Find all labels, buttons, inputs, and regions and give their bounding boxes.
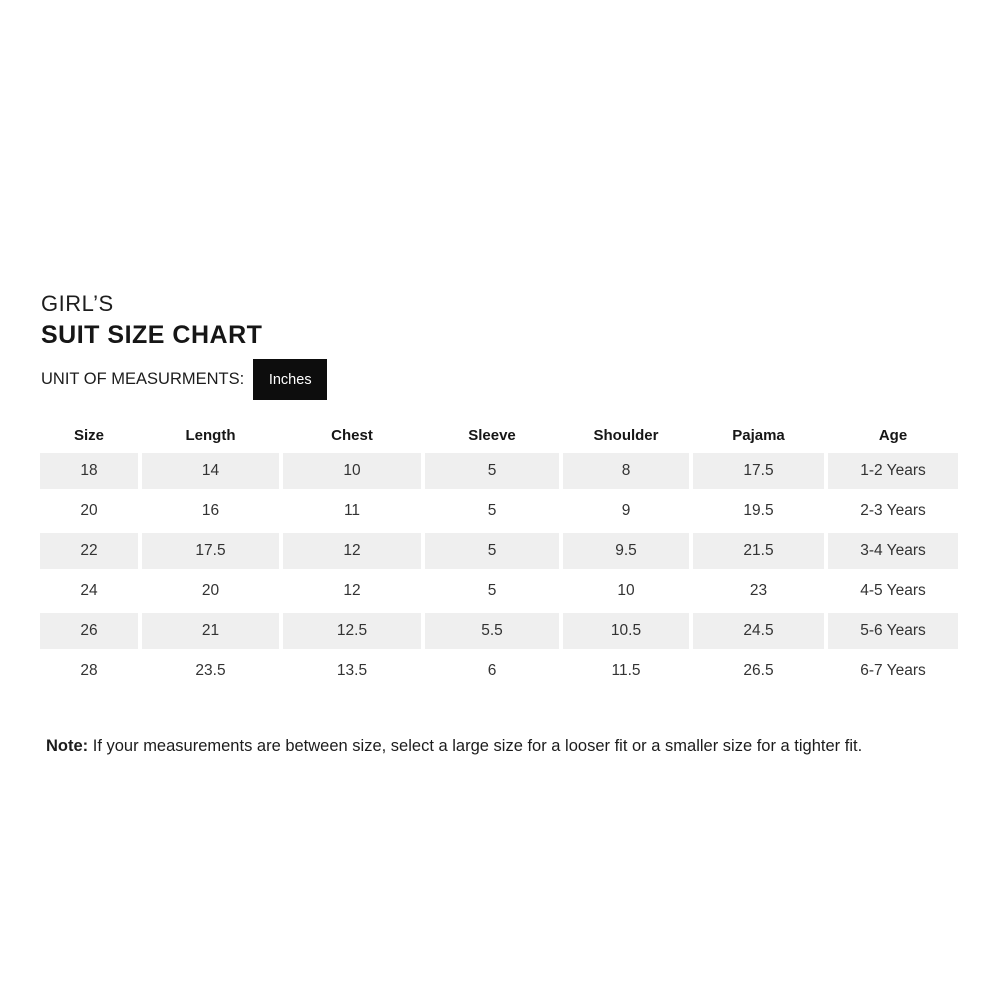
table-cell: 21 [142,613,279,649]
table-cell: 1-2 Years [828,453,958,489]
table-cell: 5 [425,493,559,529]
table-cell: 12 [283,573,421,609]
table-cell: 12 [283,533,421,569]
table-cell: 28 [40,653,138,689]
size-chart-table [40,421,958,689]
table-cell: 6 [425,653,559,689]
table-cell: 24 [40,573,138,609]
title-block [41,291,262,350]
table-cell: 3-4 Years [828,533,958,569]
table-cell: 17.5 [142,533,279,569]
table-cell: 23.5 [142,653,279,689]
table-cell: 8 [563,453,689,489]
table-cell: 22 [40,533,138,569]
table-cell: 2-3 Years [828,493,958,529]
category-title: GIRL’S [41,291,114,316]
table-cell: 17.5 [693,453,824,489]
table-cell: 20 [142,573,279,609]
note-body: If your measurements are between size, select a large size for a looser fit or a smaller size for a tighter fit. [88,737,863,755]
table-cell: 11 [283,493,421,529]
table-cell: 21.5 [693,533,824,569]
column-header-pajama: Pajama [732,426,785,444]
table-cell: 5 [425,573,559,609]
table-cell: 4-5 Years [828,573,958,609]
table-cell: 20 [40,493,138,529]
table-cell: 10.5 [563,613,689,649]
table-cell: 14 [142,453,279,489]
unit-label: UNIT OF MEASURMENTS: [41,370,245,388]
column-header-shoulder: Shoulder [593,426,659,444]
table-cell: 10 [283,453,421,489]
column-header-size: Size [73,426,104,444]
table-cell: 5 [425,533,559,569]
table-cell: 12.5 [283,613,421,649]
table-cell: 5.5 [425,613,559,649]
table-cell: 16 [142,493,279,529]
unit-of-measurement-row [41,359,327,400]
table-cell: 6-7 Years [828,653,958,689]
unit-inches-button[interactable]: Inches [253,359,327,400]
table-cell: 9 [563,493,689,529]
table-cell: 9.5 [563,533,689,569]
table-cell: 10 [563,573,689,609]
table-cell: 5-6 Years [828,613,958,649]
page-title: SUIT SIZE CHART [41,321,263,349]
table-cell: 18 [40,453,138,489]
note-text [46,736,868,757]
table-cell: 11.5 [563,653,689,689]
table-cell: 26 [40,613,138,649]
note-label: Note: [46,737,89,755]
table-cell: 13.5 [283,653,421,689]
table-cell: 23 [693,573,824,609]
table-cell: 24.5 [693,613,824,649]
table-cell: 19.5 [693,493,824,529]
column-header-sleeve: Sleeve [468,426,516,444]
column-header-length: Length [185,426,236,444]
column-header-chest: Chest [331,426,373,444]
column-header-age: Age [878,426,908,444]
table-cell: 26.5 [693,653,824,689]
table-cell: 5 [425,453,559,489]
